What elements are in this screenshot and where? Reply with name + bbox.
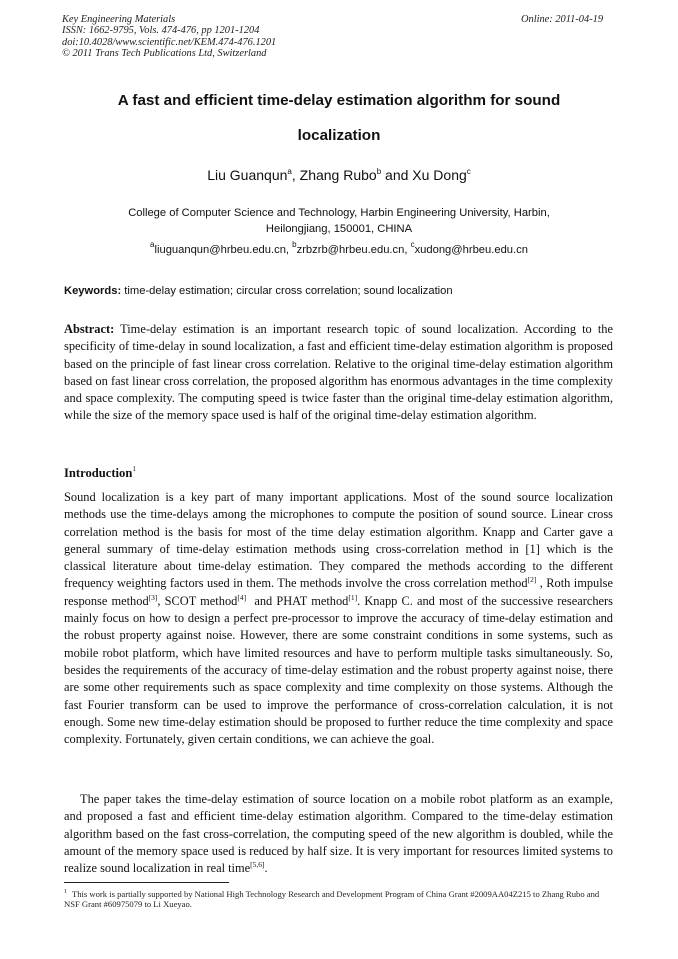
- footnote-divider: [64, 882, 229, 883]
- intro-paragraph-2: [64, 791, 613, 877]
- email-mark: c: [410, 240, 415, 249]
- footnote-text: This work is partially supported by National High Technology Research and Development Program of China Grant #2009AA04Z215 to Zhang Rubo and NSF Grant #60975079 to Li Xueyao.: [64, 889, 600, 910]
- author-name: Xu Dong: [412, 167, 467, 183]
- author-separator: ,: [291, 167, 300, 183]
- paper-title-line-1: A fast and efficient time-delay estimation algorithm for sound: [117, 92, 561, 109]
- email-list: $^a$liuguanqun@hrbeu.edu.cn, $^b$zrbzrb@hrbeu.edu.cn, $^c$xudong@hrbeu.edu.cn: [150, 240, 528, 256]
- footnote-mark: 1: [64, 889, 67, 895]
- paragraph-text: Sound localization is a key part of many important applications. Most of the sound source localization methods use the time-delays among the microphones to compute the position of sound source. Linear cross correlation method is the basis for most of the time delay estimation algorithm. Knapp and Carter gave a general summary of time-delay estimation methods using cross-correlation method in [1] which is the classical literature about time-delay estimation. They compared the methods according to the different frequency weighting factors used in them. The methods involve the cross correlation method: [64, 490, 613, 591]
- section-heading-introduction: [64, 466, 136, 481]
- email-mark: b: [292, 240, 297, 249]
- journal-header: [62, 14, 276, 59]
- author-name: Zhang Rubo: [299, 167, 377, 183]
- author-mark: b: [376, 167, 382, 176]
- paragraph-text: . Knapp C. and most of the successive researchers mainly focus on how to design a perfect pre-processor to improve the accuracy of time-delay estimation and the robust property against noise. However, there are some constraint conditions in some systems, such as mobile robot platform, which have limited resources and have to perform multiple tasks simultaneously. So, besides the requirements of the accuracy of time-delay estimation and the robust property against noise, there are some other requirements such as space complexity and time complexity on those systems. Although the fast Fourier transform can be used to improve the performance of cross-correlation calculation, it is not enough. Some new time-delay estimation should be proposed to further reduce the time complexity and space complexity. Fortunately, given certain conditions, we can achieve the goal.: [64, 593, 613, 747]
- citation-ref[interactable]: [5,6]: [250, 860, 265, 870]
- email-address[interactable]: zrbzrb@hrbeu.edu.cn: [296, 244, 405, 256]
- footnote: [64, 889, 613, 910]
- author-name: Liu Guanqun: [207, 167, 288, 183]
- affiliation-line-2: Heilongjiang, 150001, CHINA: [265, 223, 413, 235]
- citation-ref[interactable]: [3]: [148, 592, 158, 602]
- issn-line: ISSN: 1662-9795, Vols. 474-476, pp 1201-1204: [62, 25, 260, 37]
- affiliation-line-1: College of Computer Science and Technology, Harbin Engineering University, Harbin,: [128, 207, 550, 219]
- copyright-line: © 2011 Trans Tech Publications Ltd, Switzerland: [62, 47, 267, 59]
- paragraph-text: The paper takes the time-delay estimation of source location on a mobile robot platform as an example, and proposed a fast and efficient time-delay estimation algorithm. Compared to the time-delay estimation algorithm based on the fast cross-correlation, the computing speed of the new algorithm is doubled, while the amount of the memory space used is reduced by half size. It is very important for resources limited systems to realize sound localization in real time: [64, 792, 613, 876]
- keywords-text: time-delay estimation; circular cross correlation; sound localization: [121, 285, 453, 297]
- abstract-label: Abstract:: [64, 322, 115, 336]
- keywords: [64, 285, 453, 297]
- author-list: [62, 167, 616, 183]
- intro-paragraph-1: [64, 489, 613, 748]
- doi-line: doi:10.4028/www.scientific.net/KEM.474-476.1201: [62, 36, 277, 48]
- paragraph-text: and PHAT method: [246, 593, 349, 608]
- footnote-ref[interactable]: 1: [132, 465, 136, 473]
- email-address[interactable]: liuguanqun@hrbeu.edu.cn: [154, 244, 286, 256]
- citation-ref[interactable]: [4]: [237, 592, 247, 602]
- paper-title-line-2: localization: [297, 127, 381, 144]
- email-address[interactable]: xudong@hrbeu.edu.cn: [414, 244, 528, 256]
- online-date: Online: 2011-04-19: [521, 14, 604, 25]
- author-mark: a: [287, 167, 292, 176]
- abstract-text: Time-delay estimation is an important research topic of sound localization. According to the specificity of time-delay in sound localization, a fast and efficient time-delay estimation algorithm is proposed based on the principle of fast linear cross correlation. Relative to the original time-delay estimation algorithm based on fast linear cross correlation, the proposed algorithm has enormous advantages in the time complexity and space complexity. The computing speed is twice faster than the original time-delay estimation algorithm, while the size of the memory space used is half of the original time-delay estimation algorithm.: [64, 322, 613, 423]
- paragraph-text: , SCOT method: [157, 593, 238, 608]
- author-separator: and: [381, 167, 413, 183]
- email-mark: a: [150, 240, 155, 249]
- citation-ref[interactable]: [1]: [348, 592, 358, 602]
- citation-ref[interactable]: [2]: [527, 575, 537, 585]
- paragraph-text: , Roth impulse response method: [64, 576, 613, 608]
- paragraph-text: .: [264, 861, 268, 876]
- abstract: [64, 321, 613, 425]
- keywords-label: Keywords:: [64, 285, 122, 297]
- journal-name: Key Engineering Materials: [62, 14, 176, 25]
- heading-text: Introduction: [64, 466, 133, 480]
- author-mark: c: [466, 167, 471, 176]
